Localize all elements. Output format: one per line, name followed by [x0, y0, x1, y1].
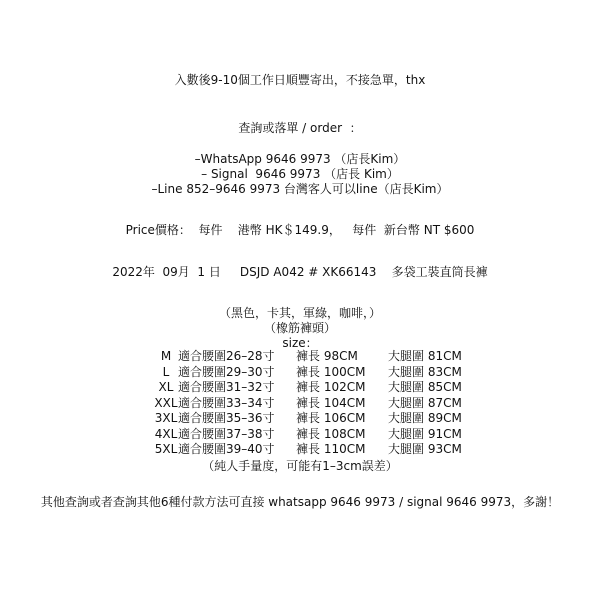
size-waist: 適合腰圍26–28寸: [178, 349, 275, 363]
size-length: 褲長 106CM: [296, 411, 366, 425]
size-row: [150, 427, 480, 443]
colors-line: （黑色，卡其，軍綠，咖啡，）: [218, 306, 381, 320]
size-length: 褲長 102CM: [296, 380, 366, 394]
size-thigh: 大腿圍 93CM: [388, 442, 462, 456]
size-code: L: [162, 364, 170, 379]
size-thigh: 大腿圍 85CM: [388, 380, 462, 394]
contact-line: –Line 852–9646 9973 台灣客人可以line（店長Kim）: [151, 182, 449, 196]
size-thigh: 大腿圍 81CM: [388, 349, 462, 363]
product-line: 2022年 09月 1 日 DSJD A042 # XK66143 多袋工裝直筒長褲: [112, 265, 488, 279]
size-code: M: [160, 349, 172, 363]
size-length: 褲長 108CM: [296, 426, 366, 441]
size-code: XL: [158, 380, 174, 394]
size-row: [150, 349, 480, 365]
size-row: [150, 411, 480, 427]
size-length: 褲長 104CM: [296, 395, 366, 410]
footer-contact: 其他查詢或者查詢其他6種付款方法可直接 whatsapp 9646 9973 / signal 9646 9973，多謝！: [40, 495, 560, 509]
size-row: [150, 396, 480, 412]
contact-signal: – Signal 9646 9973 （店長 Kim）: [201, 167, 399, 181]
size-code: 5XL: [154, 442, 178, 456]
shipping-notice: 入數後9-10個工作日順豐寄出，不接急單，thx: [174, 73, 426, 87]
size-waist: 適合腰圍39–40寸: [178, 442, 275, 456]
price-line: Price價格： 每件 港幣 HK＄149.9， 每件 新台幣 NT $600: [125, 223, 475, 237]
size-length: 褲長 100CM: [296, 364, 366, 379]
size-waist: 適合腰圍37–38寸: [178, 426, 275, 441]
size-waist: 適合腰圍33–34寸: [178, 395, 275, 410]
size-label: size：: [282, 336, 318, 350]
size-waist: 適合腰圍35–36寸: [178, 411, 275, 425]
measurement-note: （純人手量度，可能有1–3cm誤差）: [202, 459, 398, 473]
size-row: [150, 442, 480, 458]
size-length: 褲長 110CM: [296, 442, 366, 456]
size-row: [150, 365, 480, 381]
contact-title: 查詢或落單 / order ：: [238, 121, 362, 135]
size-waist: 適合腰圍29–30寸: [178, 364, 275, 379]
size-code: 4XL: [154, 426, 178, 441]
size-thigh: 大腿圍 87CM: [388, 395, 462, 410]
size-table: [150, 349, 480, 458]
size-length: 褲長 98CM: [296, 349, 358, 363]
size-thigh: 大腿圍 91CM: [388, 426, 462, 441]
size-waist: 適合腰圍31–32寸: [178, 380, 275, 394]
size-code: XXL: [154, 395, 178, 410]
contact-whatsapp: –WhatsApp 9646 9973 （店長Kim）: [194, 152, 406, 166]
size-row: [150, 380, 480, 396]
waistband-line: （橡筋褲頭）: [263, 321, 336, 335]
size-thigh: 大腿圍 83CM: [388, 364, 462, 379]
size-code: 3XL: [154, 411, 178, 425]
size-thigh: 大腿圍 89CM: [388, 411, 462, 425]
